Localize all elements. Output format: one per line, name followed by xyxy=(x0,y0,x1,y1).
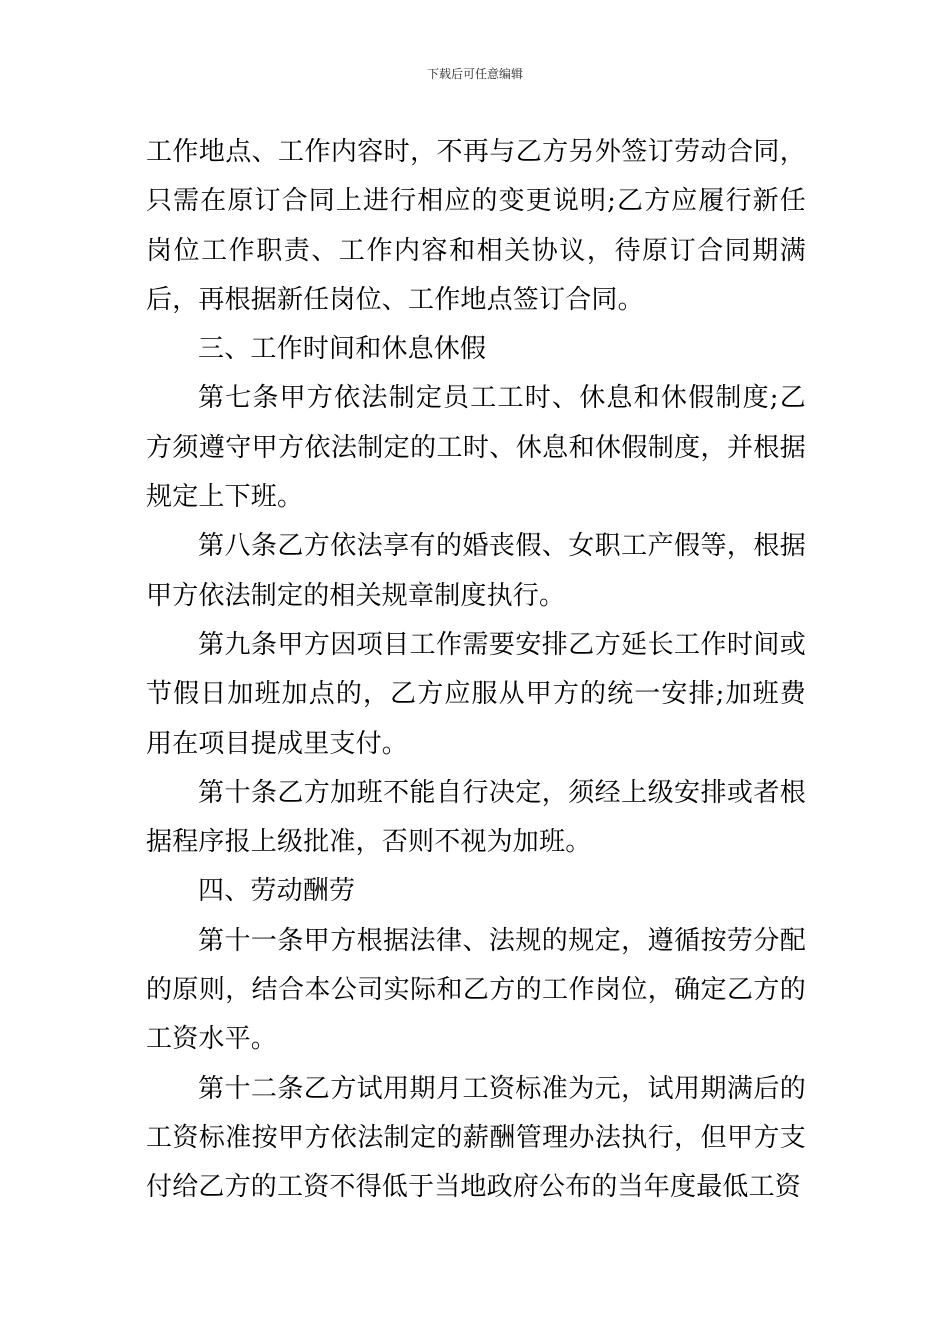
article-7: 第七条甲方依法制定员工工时、休息和休假制度;乙方须遵守甲方依法制定的工时、休息和休假制度，并根据规定上下班。 xyxy=(146,383,806,513)
contract-body xyxy=(146,128,806,1213)
page-header: 下载后可任意编辑 xyxy=(426,67,523,81)
paragraph-continuation: 工作地点、工作内容时，不再与乙方另外签订劳动合同，只需在原订合同上进行相应的变更说明;乙方应履行新任岗位工作职责、工作内容和相关协议，待原订合同期满后，再根据新任岗位、工作地点签订合同。 xyxy=(146,137,806,315)
article-9: 第九条甲方因项目工作需要安排乙方延长工作时间或节假日加班加点的，乙方应服从甲方的统一安排;加班费用在项目提成里支付。 xyxy=(146,629,806,759)
section-heading-work-time: 三、工作时间和休息休假 xyxy=(198,334,487,365)
section-heading-remuneration: 四、劳动酬劳 xyxy=(198,876,356,907)
article-10: 第十条乙方加班不能自行决定，须经上级安排或者根据程序报上级批准，否则不视为加班。 xyxy=(146,777,806,858)
article-12: 第十二条乙方试用期月工资标准为元，试用期满后的工资标准按甲方依法制定的薪酬管理办法执行，但甲方支付给乙方的工资不得低于当地政府公布的当年度最低工资 xyxy=(146,1073,806,1203)
article-11: 第十一条甲方根据法律、法规的规定，遵循按劳分配的原则，结合本公司实际和乙方的工作岗位，确定乙方的工资水平。 xyxy=(146,925,806,1055)
article-8: 第八条乙方依法享有的婚丧假、女职工产假等，根据甲方依法制定的相关规章制度执行。 xyxy=(146,531,806,611)
